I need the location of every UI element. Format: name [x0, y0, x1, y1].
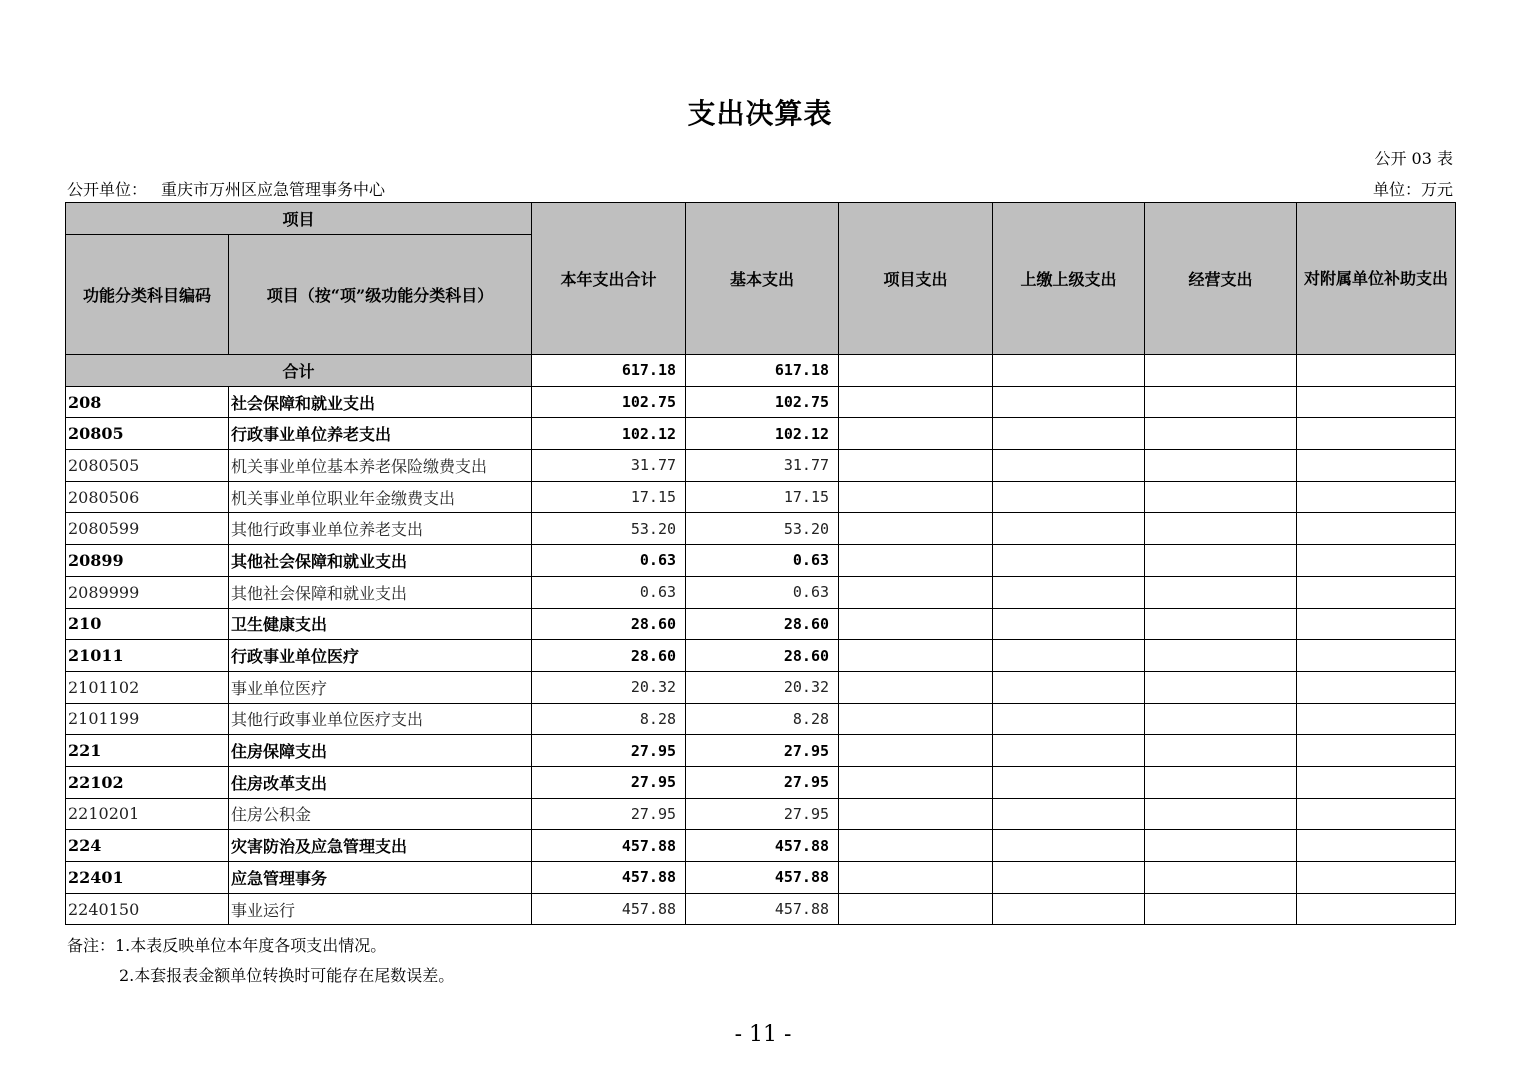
- row-subsidy-cell: [1297, 703, 1456, 735]
- row-basic: 53.20: [686, 513, 839, 545]
- row-total: 28.60: [532, 608, 686, 640]
- row-project-cell: [839, 576, 993, 608]
- header-basic: 基本支出: [686, 203, 839, 355]
- row-business-cell: [1145, 418, 1297, 450]
- row-project-cell: [839, 386, 993, 418]
- form-number: 公开 03 表: [1374, 149, 1453, 168]
- row-upper-cell: [993, 450, 1145, 482]
- row-subsidy-cell: [1297, 608, 1456, 640]
- row-upper-cell: [993, 640, 1145, 672]
- row-business-cell: [1145, 671, 1297, 703]
- row-upper-cell: [993, 386, 1145, 418]
- row-code: 2089999: [66, 576, 229, 608]
- total-business-cell: [1145, 355, 1297, 387]
- row-upper-cell: [993, 576, 1145, 608]
- row-code: 20899: [66, 545, 229, 577]
- header-business: 经营支出: [1145, 203, 1297, 355]
- row-upper-cell: [993, 481, 1145, 513]
- row-total: 457.88: [532, 830, 686, 862]
- header-upper: 上缴上级支出: [993, 203, 1145, 355]
- row-project-cell: [839, 640, 993, 672]
- row-subsidy-cell: [1297, 893, 1456, 925]
- row-subsidy-cell: [1297, 386, 1456, 418]
- row-upper-cell: [993, 545, 1145, 577]
- row-basic: 31.77: [686, 450, 839, 482]
- row-upper-cell: [993, 608, 1145, 640]
- row-project-cell: [839, 703, 993, 735]
- row-project-cell: [839, 766, 993, 798]
- row-upper-cell: [993, 735, 1145, 767]
- row-total: 457.88: [532, 893, 686, 925]
- row-subsidy-cell: [1297, 576, 1456, 608]
- row-name: 其他行政事业单位医疗支出: [229, 703, 532, 735]
- row-total: 0.63: [532, 545, 686, 577]
- row-project-cell: [839, 735, 993, 767]
- header-project-expenditure: 项目支出: [839, 203, 993, 355]
- row-total: 53.20: [532, 513, 686, 545]
- row-basic: 28.60: [686, 608, 839, 640]
- row-upper-cell: [993, 830, 1145, 862]
- note-2: 2.本套报表金额单位转换时可能存在尾数误差。: [119, 966, 455, 985]
- row-code: 22401: [66, 862, 229, 894]
- table-row: [66, 418, 1456, 450]
- total-label: 合计: [66, 355, 532, 387]
- row-name: 机关事业单位基本养老保险缴费支出: [229, 450, 532, 482]
- row-basic: 0.63: [686, 545, 839, 577]
- row-name: 社会保障和就业支出: [229, 386, 532, 418]
- expenditure-table: [65, 202, 1456, 925]
- total-basic: 617.18: [686, 355, 839, 387]
- row-code: 2080506: [66, 481, 229, 513]
- row-subsidy-cell: [1297, 640, 1456, 672]
- row-basic: 27.95: [686, 735, 839, 767]
- header-total: 本年支出合计: [532, 203, 686, 355]
- table-row: [66, 893, 1456, 925]
- total-row: [66, 355, 1456, 387]
- row-code: 2080599: [66, 513, 229, 545]
- row-name: 其他社会保障和就业支出: [229, 545, 532, 577]
- row-basic: 102.75: [686, 386, 839, 418]
- row-name: 应急管理事务: [229, 862, 532, 894]
- table-row: [66, 450, 1456, 482]
- row-project-cell: [839, 545, 993, 577]
- row-basic: 8.28: [686, 703, 839, 735]
- row-total: 17.15: [532, 481, 686, 513]
- row-basic: 0.63: [686, 576, 839, 608]
- row-name: 事业运行: [229, 893, 532, 925]
- row-basic: 17.15: [686, 481, 839, 513]
- row-upper-cell: [993, 703, 1145, 735]
- row-upper-cell: [993, 893, 1145, 925]
- table-row: [66, 703, 1456, 735]
- row-subsidy-cell: [1297, 481, 1456, 513]
- row-subsidy-cell: [1297, 735, 1456, 767]
- row-code: 2101102: [66, 671, 229, 703]
- total-upper-cell: [993, 355, 1145, 387]
- row-total: 102.75: [532, 386, 686, 418]
- row-project-cell: [839, 450, 993, 482]
- row-business-cell: [1145, 545, 1297, 577]
- row-name: 住房保障支出: [229, 735, 532, 767]
- table-row: [66, 862, 1456, 894]
- row-upper-cell: [993, 513, 1145, 545]
- row-code: 221: [66, 735, 229, 767]
- row-business-cell: [1145, 798, 1297, 830]
- row-business-cell: [1145, 481, 1297, 513]
- row-total: 31.77: [532, 450, 686, 482]
- row-subsidy-cell: [1297, 862, 1456, 894]
- row-upper-cell: [993, 766, 1145, 798]
- table-row: [66, 798, 1456, 830]
- row-project-cell: [839, 862, 993, 894]
- header-project: 项目: [66, 203, 532, 235]
- total-project-cell: [839, 355, 993, 387]
- row-upper-cell: [993, 671, 1145, 703]
- row-name: 事业单位医疗: [229, 671, 532, 703]
- row-business-cell: [1145, 766, 1297, 798]
- header-subsidy: 对附属单位补助支出: [1297, 203, 1456, 355]
- table-row: [66, 386, 1456, 418]
- row-basic: 457.88: [686, 893, 839, 925]
- row-name: 住房公积金: [229, 798, 532, 830]
- row-basic: 457.88: [686, 830, 839, 862]
- page-title: 支出决算表: [687, 97, 833, 130]
- header-name: 项目（按“项”级功能分类科目）: [229, 235, 532, 355]
- row-subsidy-cell: [1297, 513, 1456, 545]
- row-business-cell: [1145, 608, 1297, 640]
- row-total: 27.95: [532, 735, 686, 767]
- row-name: 其他社会保障和就业支出: [229, 576, 532, 608]
- row-code: 2101199: [66, 703, 229, 735]
- row-total: 28.60: [532, 640, 686, 672]
- row-basic: 27.95: [686, 766, 839, 798]
- row-name: 灾害防治及应急管理支出: [229, 830, 532, 862]
- row-project-cell: [839, 893, 993, 925]
- row-code: 2240150: [66, 893, 229, 925]
- row-name: 行政事业单位医疗: [229, 640, 532, 672]
- row-name: 其他行政事业单位养老支出: [229, 513, 532, 545]
- row-basic: 20.32: [686, 671, 839, 703]
- row-project-cell: [839, 513, 993, 545]
- row-code: 22102: [66, 766, 229, 798]
- row-subsidy-cell: [1297, 798, 1456, 830]
- org-info: [67, 177, 385, 200]
- row-project-cell: [839, 671, 993, 703]
- row-code: 208: [66, 386, 229, 418]
- row-code: 210: [66, 608, 229, 640]
- row-subsidy-cell: [1297, 450, 1456, 482]
- table-row: [66, 513, 1456, 545]
- row-basic: 457.88: [686, 862, 839, 894]
- row-subsidy-cell: [1297, 545, 1456, 577]
- total-amount: 617.18: [532, 355, 686, 387]
- row-total: 102.12: [532, 418, 686, 450]
- table-row: [66, 735, 1456, 767]
- row-business-cell: [1145, 450, 1297, 482]
- table-row: [66, 830, 1456, 862]
- row-business-cell: [1145, 862, 1297, 894]
- row-project-cell: [839, 481, 993, 513]
- row-business-cell: [1145, 893, 1297, 925]
- row-basic: 27.95: [686, 798, 839, 830]
- unit-line: [67, 177, 1453, 199]
- table-row: [66, 576, 1456, 608]
- header-code: 功能分类科目编码: [66, 235, 229, 355]
- table-row: [66, 545, 1456, 577]
- table-row: [66, 671, 1456, 703]
- row-business-cell: [1145, 513, 1297, 545]
- note-1: 备注：1.本表反映单位本年度各项支出情况。: [67, 936, 387, 955]
- row-total: 27.95: [532, 766, 686, 798]
- table-row: [66, 481, 1456, 513]
- unit-label: 单位：万元: [1372, 180, 1453, 199]
- row-total: 457.88: [532, 862, 686, 894]
- row-code: 21011: [66, 640, 229, 672]
- row-name: 住房改革支出: [229, 766, 532, 798]
- row-project-cell: [839, 798, 993, 830]
- org-name: 重庆市万州区应急管理事务中心: [161, 180, 386, 199]
- row-name: 卫生健康支出: [229, 608, 532, 640]
- row-total: 8.28: [532, 703, 686, 735]
- row-project-cell: [839, 418, 993, 450]
- row-basic: 28.60: [686, 640, 839, 672]
- row-upper-cell: [993, 862, 1145, 894]
- row-subsidy-cell: [1297, 830, 1456, 862]
- row-name: 机关事业单位职业年金缴费支出: [229, 481, 532, 513]
- table-row: [66, 640, 1456, 672]
- row-total: 27.95: [532, 798, 686, 830]
- row-total: 0.63: [532, 576, 686, 608]
- row-subsidy-cell: [1297, 766, 1456, 798]
- row-subsidy-cell: [1297, 671, 1456, 703]
- row-code: 2210201: [66, 798, 229, 830]
- row-business-cell: [1145, 640, 1297, 672]
- notes: [67, 931, 454, 991]
- table-row: [66, 608, 1456, 640]
- row-project-cell: [839, 608, 993, 640]
- row-basic: 102.12: [686, 418, 839, 450]
- total-subsidy-cell: [1297, 355, 1456, 387]
- org-label: 公开单位：: [67, 180, 148, 199]
- page-number: - 11 -: [734, 1022, 792, 1047]
- row-code: 224: [66, 830, 229, 862]
- row-business-cell: [1145, 703, 1297, 735]
- table-row: [66, 766, 1456, 798]
- row-total: 20.32: [532, 671, 686, 703]
- row-code: 2080505: [66, 450, 229, 482]
- row-business-cell: [1145, 386, 1297, 418]
- row-code: 20805: [66, 418, 229, 450]
- row-name: 行政事业单位养老支出: [229, 418, 532, 450]
- row-subsidy-cell: [1297, 418, 1456, 450]
- row-upper-cell: [993, 418, 1145, 450]
- row-business-cell: [1145, 830, 1297, 862]
- row-business-cell: [1145, 576, 1297, 608]
- row-upper-cell: [993, 798, 1145, 830]
- row-project-cell: [839, 830, 993, 862]
- row-business-cell: [1145, 735, 1297, 767]
